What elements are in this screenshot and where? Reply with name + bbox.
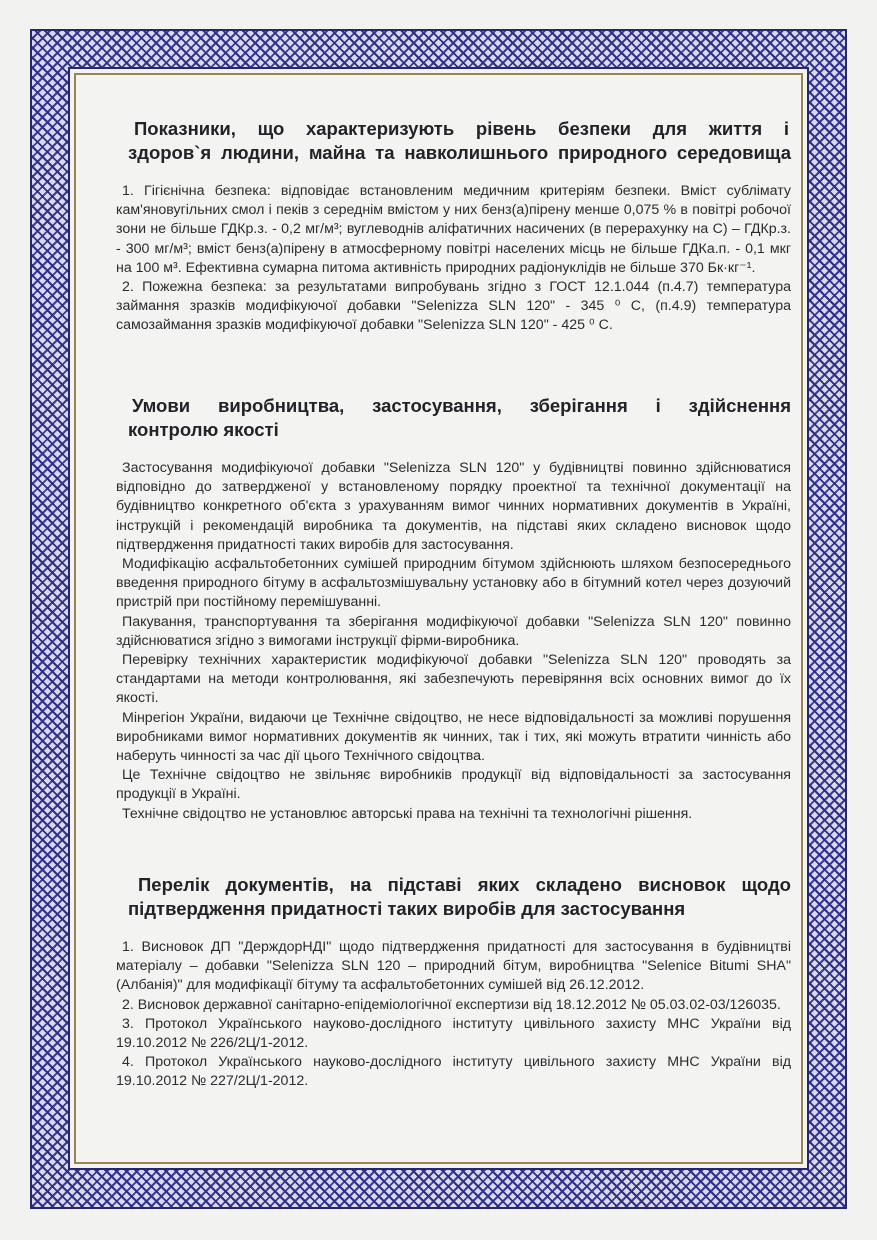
documents-item-3: 3. Протокол Українського науково-дослідного інституту цивільного захисту МНС України від 19.10.2012 № 226/2Ц/1-2012. bbox=[116, 1015, 791, 1052]
conditions-body bbox=[116, 459, 791, 824]
documents-title-line2: підтвердження придатності таких виробів для застосування bbox=[128, 898, 686, 919]
documents-item-4: 4. Протокол Українського науково-дослідного інституту цивільного захисту МНС України від 19.10.2012 № 227/2Ц/1-2012. bbox=[116, 1054, 791, 1090]
documents-item-2: 2. Висновок державної санітарно-епідеміологічної експертизи від 18.12.2012 № 05.03.02-03/126035. bbox=[122, 996, 781, 1013]
documents-body bbox=[116, 938, 791, 1092]
conditions-paragraph-4: Перевірку технічних характеристик модифікуючої добавки "Selenizza SLN 120" проводять за стандартами на методи контролювання, які забезпечують перевіряння всіх основних вимог до їх якості. bbox=[116, 652, 791, 707]
documents-item-1: 1. Висновок ДП "ДерждорНДІ" щодо підтвердження придатності для застосування в будівництві матеріалу – добавки "Selenizza SLN 120 – природний бітум, виробництва "Selenice Bitumi SHA" (Албанія)" для модифікації бітуму та асфальтобетонних сумішей від 26.12.2012. bbox=[116, 939, 791, 994]
safety-section bbox=[116, 117, 791, 336]
safety-paragraph-hygiene: 1. Гігієнічна безпека: відповідає встановленим медичним критеріям безпеки. Вміст сублімату кам'яновугільних смол і пеків з середнім вмістом у них бенз(а)пірену менше 0,075 % в повітрі робочої зони не більше ГДКр.з. - 0,2 мг/м³; вуглеводнів аліфатичних насичених (в перерахунку на С) – ГДКр.з. - 300 мг/м³; вміст бенз(а)пірену в атмосферному повітрі населених місць не більше ГДКа.п. - 0,1 мкг на 100 м³. Ефективна сумарна питома активність природних радіонуклідів не більше 370 Бк·кг⁻¹. bbox=[116, 183, 791, 276]
conditions-title bbox=[116, 394, 791, 442]
documents-title-line1: Перелік документів, на підставі яких складено висновок щодо bbox=[138, 874, 791, 895]
safety-title-line2: здоров`я людини, майна та навколишнього природного середовища bbox=[128, 142, 791, 163]
conditions-section bbox=[116, 394, 791, 824]
safety-title-line1: Показники, що характеризують рівень безпеки для життя і bbox=[134, 118, 789, 139]
conditions-paragraph-6: Це Технічне свідоцтво не звільняє виробників продукції від відповідальності за застосування продукції в Україні. bbox=[116, 767, 791, 803]
conditions-paragraph-7: Технічне свідоцтво не установлює авторські права на технічні та технологічні рішення. bbox=[122, 805, 693, 822]
safety-paragraph-fire: 2. Пожежна безпека: за результатами випробувань згідно з ГОСТ 12.1.044 (п.4.7) температура займання зразків модифікуючої добавки "Selenizza SLN 120" - 345 ⁰ С, (п.4.9) температура самозаймання зразків модифікуючої добавки "Selenizza SLN 120" - 425 ⁰ С. bbox=[116, 279, 791, 334]
conditions-paragraph-1: Застосування модифікуючої добавки "Selenizza SLN 120" у будівництві повинно здійснюватися відповідно до затвердженої у встановленому порядку проектної та технічної документації на будівництво конкретного об'єкта з урахуванням вимог чинних нормативних документів в Україні, інструкцій і рекомендацій виробника та документів, на підставі яких складено висновок щодо підтвердження придатності таких виробів для застосування. bbox=[116, 460, 791, 553]
documents-section bbox=[116, 873, 791, 1092]
safety-body bbox=[116, 182, 791, 336]
safety-title bbox=[116, 117, 791, 165]
conditions-paragraph-3: Пакування, транспортування та зберігання модифікуючої добавки "Selenizza SLN 120" повинно здійснюватися згідно з вимогами інструкції фірми-виробника. bbox=[116, 613, 791, 649]
conditions-title-line1: Умови виробництва, застосування, зберігання і здійснення bbox=[132, 395, 791, 416]
conditions-paragraph-2: Модифікацію асфальтобетонних сумішей природним бітумом здійснюють шляхом безпосереднього введення природного бітуму в асфальтозмішувальну установку або в бітумний котел через дозуючий пристрій при постійному перемішуванні. bbox=[116, 556, 791, 611]
conditions-paragraph-5: Мінрегіон України, видаючи це Технічне свідоцтво, не несе відповідальності за можливі порушення виробниками вимог нормативних документів як чинних, так і тих, які можуть втратити чинність або наберуть чинності за час дії цього Технічного свідоцтва. bbox=[116, 709, 791, 765]
documents-title bbox=[116, 873, 791, 921]
conditions-title-line2: контролю якості bbox=[128, 419, 279, 440]
